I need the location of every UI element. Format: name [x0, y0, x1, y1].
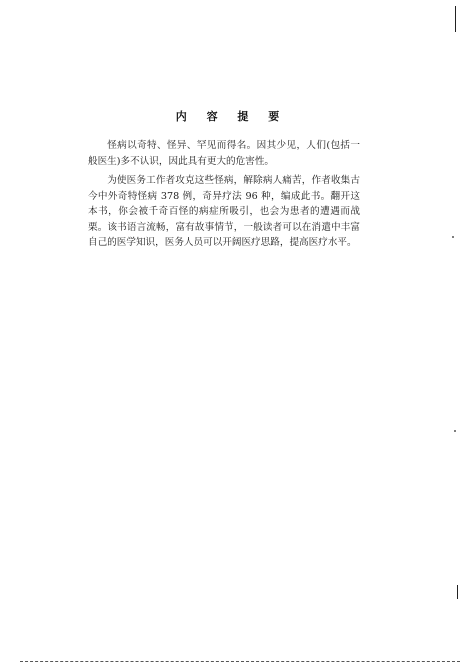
scan-edge-mark-right [457, 585, 458, 599]
scan-bottom-edge [20, 661, 460, 662]
summary-paragraph-2: 为使医务工作者攻克这些怪病，解除病人痛苦，作者收集古今中外奇特怪病 378 例，奇异疗法 96 种，编成此书。翻开这本书，你会被千奇百怪的病症所吸引，也会为患者的遭遇而战栗。该书语言流畅，富有故事情节，一般读者可以在消遣中丰富自己的医学知识，医务人员可以开阔医疗思路，提高医疗水平。 [88, 175, 360, 248]
summary-body [88, 138, 360, 251]
scan-speck [454, 430, 456, 432]
scan-edge-mark-top [455, 6, 456, 32]
content-summary-heading: 内 容 提 要 [175, 110, 288, 123]
scan-speck [452, 236, 454, 238]
summary-paragraph-1: 怪病以奇特、怪异、罕见而得名。因其少见，人们(包括一般医生)多不认识，因此具有更大的危害性。 [88, 140, 360, 167]
